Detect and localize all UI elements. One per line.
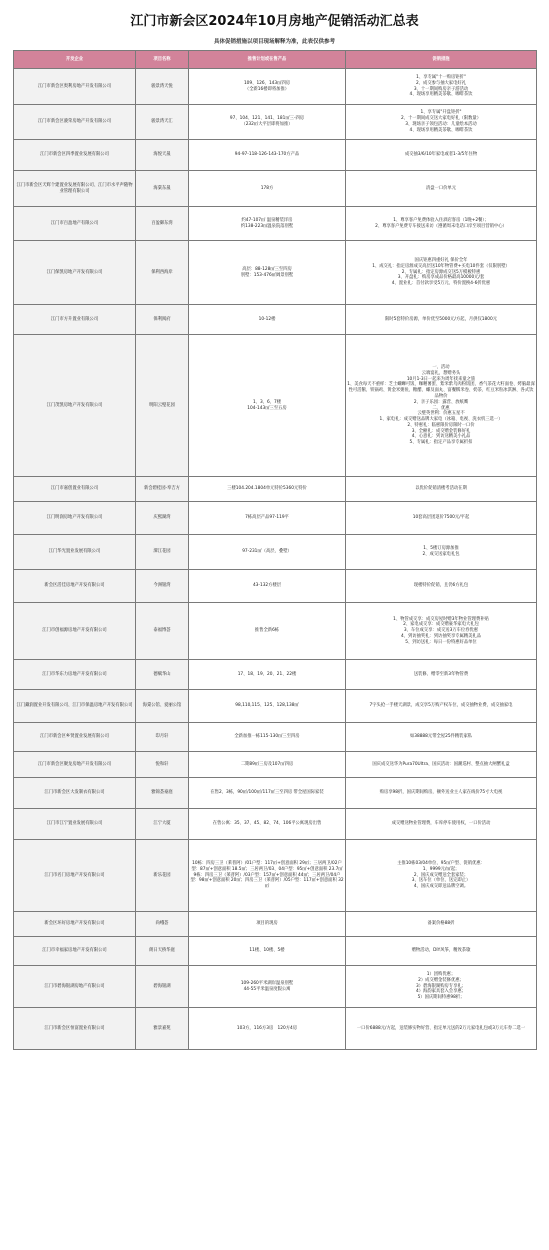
cell-product: 97-231㎡（高层、叠墅） [189, 535, 346, 570]
table-row [14, 1008, 537, 1050]
cell-product: 10-12楼 [189, 305, 346, 335]
cell-promo: 限时5套特价房源，单价优至5000元/方起，月供仅1800元 [346, 305, 537, 335]
cell-project: 尚峨荟 [136, 912, 189, 937]
cell-project: 碧海银湖 [136, 966, 189, 1008]
header-company: 开发企业 [14, 51, 136, 69]
cell-company: 江门市碧海银湖房地产有限公司 [14, 966, 136, 1008]
table-row [14, 335, 537, 477]
cell-promo: 1、物管成交享：成交房屋时赠3年物业管理费补贴 2、家电成交享：成交赠豪华家电大礼包 3、车位成交享：成交送3万车位券优惠 4、到访抽奖礼：到访抽奖享专属精美礼品 5、到访送礼：每日一份特惠好品单位 [346, 603, 537, 660]
cell-product: 109-260平米湖岸温泉别墅 44-55平米温泉度假公寓 [189, 966, 346, 1008]
table-row [14, 69, 537, 105]
table-row [14, 305, 537, 335]
cell-company: 江门市百盈地产有限公司 [14, 207, 136, 241]
cell-project: 保利西海岸 [136, 241, 189, 305]
table-row [14, 241, 537, 305]
table-row [14, 477, 537, 502]
cell-company: 江门保凯房地产开发有限公司 [14, 241, 136, 305]
table-row [14, 778, 537, 809]
cell-promo: 赠物活动，DIY风筝，精致茶歇 [346, 937, 537, 966]
cell-company: 江门市创福源房地产开发有限公司 [14, 603, 136, 660]
cell-product: 43-132方楼层 [189, 570, 346, 603]
cell-product: 1、3、6、7楼 104-143㎡三至五房 [189, 335, 346, 477]
table-row [14, 502, 537, 535]
cell-company: 江门市新会区大发制衣有限公司 [14, 778, 136, 809]
cell-project: 德赋华山 [136, 660, 189, 690]
cell-promo: 购房享98折，国庆期间购房，额外送业主人家在线价75寸大电视 [346, 778, 537, 809]
table-row [14, 752, 537, 778]
page-title: 江门市新会区2024年10月房地产促销活动汇总表 [130, 14, 419, 29]
cell-promo: 1、享专属"开盘钜折" 2、十一期间成交送大家电好礼（限数量） 3、现场亲子领包活动：儿童绘本活动 4、现场享用精美茶歇、咖啡茶饮 [346, 105, 537, 140]
cell-project: 朗日天桥华庭 [136, 937, 189, 966]
page-subtitle: 具体促销措施以项目现场解释为准，此表仅供参考 [213, 39, 335, 45]
cell-product: 7栋高层产品97-119平 [189, 502, 346, 535]
cell-promo: 以优价促销清楼考活动在期 [346, 477, 537, 502]
cell-company: 江门藏润置业开发有限公司、江门市保温房地产开发有限公司 [14, 690, 136, 723]
table-header-row [14, 51, 537, 69]
table-row [14, 603, 537, 660]
cell-project: 庆熙湖湾 [136, 502, 189, 535]
cell-project: 新乐花园 [136, 840, 189, 912]
cell-product: 103方，116方3房 120方4房 [189, 1008, 346, 1050]
table-row [14, 690, 537, 723]
cell-promo: 成交抽3/6/10年家电或者1-3/5年住物 [346, 140, 537, 171]
table-row [14, 207, 537, 241]
table-row [14, 912, 537, 937]
cell-company: 江门茂凯房地产开发有限公司 [14, 335, 136, 477]
table-row [14, 966, 537, 1008]
cell-project: 百盈御东湾 [136, 207, 189, 241]
cell-promo: 如38888元带全屋25件精装家私 [346, 723, 537, 752]
promo-table [13, 50, 537, 1050]
cell-promo: 主推10栋03/04单位、95㎡户型、促销优惠： 1、9999元/㎡起； 2、国庆成交赠送全套家装； 3、送车位（单位、送完即止） 4、国庆成交即送品牌空调。 [346, 840, 537, 912]
cell-product: 约47-107㎡ 温泉精装洋房 约138-223㎡温泉院落别墅 [189, 207, 346, 241]
table-row [14, 809, 537, 840]
cell-product: 高层：88-128㎡三至四房 别墅：153-476㎡阔景别墅 [189, 241, 346, 305]
cell-promo: 7字头抢一手楼天湖景，成交享5万购产权车位，成交抽物业费，成交抽家电 [346, 690, 537, 723]
cell-project: 潭江花园 [136, 535, 189, 570]
table-row [14, 723, 537, 752]
cell-project: 海棠东晟 [136, 171, 189, 207]
table-body [14, 69, 537, 1050]
table-row [14, 570, 537, 603]
cell-promo: 一口价6888元/方起，送装修实物好营、指定单元送的2万元家电礼包或3万元车券二选一 [346, 1008, 537, 1050]
cell-promo: 1、尊享客户免费体验入住酒店客房（1晚+2餐）； 2、尊享客户免费专车接送来访（遵循周末电话口岸至项目营销中心） [346, 207, 537, 241]
table-row [14, 171, 537, 207]
cell-project: 明阳云璧花园 [136, 335, 189, 477]
cell-company: 江门市新会区骏荣房地产开发有限公司 [14, 105, 136, 140]
cell-product: 11楼、10楼、5楼 [189, 937, 346, 966]
cell-product: 推售全新6栋 [189, 603, 346, 660]
table-row [14, 105, 537, 140]
header-project: 项目名称 [136, 51, 189, 69]
cell-company: 江门市新会区乡贤置业发展有限公司 [14, 723, 136, 752]
cell-company: 新会区环好房地产开发有限公司 [14, 912, 136, 937]
header-product: 推售计划或在售产品 [189, 51, 346, 69]
cell-company: 江门市新会区聚龙房地产开发有限公司 [14, 752, 136, 778]
cell-promo: 10套高层团返价7500元/平起 [346, 502, 537, 535]
cell-company: 江门市名门房地产开发有限公司 [14, 840, 136, 912]
cell-project: 今洲银湾 [136, 570, 189, 603]
cell-product: 全新加推一栋115-130㎡三至四房 [189, 723, 346, 752]
cell-project: 印月轩 [136, 723, 189, 752]
cell-promo: 国庆成交送华为Pura70Ultra、国庆活动：国潮巡村、整点抽大闸蟹礼盒 [346, 752, 537, 778]
cell-product: 94-97-118-126-143-170方产品 [189, 140, 346, 171]
cell-company: 江门华光置业发展有限公司 [14, 535, 136, 570]
cell-project: 雅锦荟豪庭 [136, 778, 189, 809]
cell-company: 江门市幸福家房地产开发有限公司 [14, 937, 136, 966]
cell-project: 海棠公馆、爱丽公馆 [136, 690, 189, 723]
cell-company: 江门明润房地产开发有限公司 [14, 502, 136, 535]
cell-promo: 国庆钜惠四重好礼 保价全年 1、成交礼：指定房源成交高层送10年物管费+买电10件套（仅限别墅） 2、专属礼：指定房源成交送5万模板特惠 3、开盘礼：购房享成品价格最高10000元/套 4、置业礼：首付款享受5万元、特价置换4-6折优惠 [346, 241, 537, 305]
table-row [14, 140, 537, 171]
table-row [14, 535, 537, 570]
cell-company: 江门市新会区天辉个建置业发展有限公司、江门市水平声随物业管理有限公司 [14, 171, 136, 207]
cell-promo: 现楼特价促销，且仍6方礼包 [346, 570, 537, 603]
cell-product: 109、126、143㎡四房 （全新16楼即将加推） [189, 69, 346, 105]
cell-company: 江门市新会区恒富置业有限公司 [14, 1008, 136, 1050]
cell-company: 新会区活佳房地产开发有限公司 [14, 570, 136, 603]
cell-promo: 1、5楼订房源加推 2、成交送家电礼包 [346, 535, 537, 570]
cell-project: 骏景湾天汇 [136, 105, 189, 140]
cell-promo: 1）团购优惠； 2）成交赠金装修优惠； 3）碧海银湖购房专享礼； 4）海韵家具套入会享惠； 5）国庆期间特惠98折； [346, 966, 537, 1008]
cell-product: 三楼104.204.1804单元特价5360元特价 [189, 477, 346, 502]
cell-promo: 1、享专属"十一购房钜折" 2、成交参与抽大家电好礼 3、十一期间购房亲子游活动 4、现场享用精美茶歇、咖啡茶饮 [346, 69, 537, 105]
table-row [14, 937, 537, 966]
table-row [14, 840, 537, 912]
cell-product: 在售公寓：35、37、45、82、74、106平公寓现房出售 [189, 809, 346, 840]
cell-project: 江宁大厦 [136, 809, 189, 840]
cell-product: 项目的现房 [189, 912, 346, 937]
cell-company: 江门市嘉创置业有限公司 [14, 477, 136, 502]
cell-project: 泰福博荟 [136, 603, 189, 660]
cell-company: 江门市华东力房地产开发有限公司 [14, 660, 136, 690]
cell-company: 江门市方升置业有限公司 [14, 305, 136, 335]
cell-promo: 送装修、赠零至新3年物管费 [346, 660, 537, 690]
cell-company: 江门市新会区奥利房地产开发有限公司 [14, 69, 136, 105]
cell-product: 10栋：四房三卫（莱普阿）/01户型：117㎡+创意面积 29㎡；三居两卫/02户型：87㎡+创意面积 18.5㎡；三居两卫/03、04户型：95㎡+创意面积 23.7㎡ 9栋：四房三卫（莱普阿）/03户型：157㎡+创意面积 44㎡；三居两卫/04户型：98㎡+创意面积 20㎡；四房三卫（莱普阿）/05户型：117㎡+创意面积 32㎡ [189, 840, 346, 912]
header-promo: 促销措施 [346, 51, 537, 69]
cell-project: 保利阅府 [136, 305, 189, 335]
cell-product: 97、104、121、141、181㎡三-四房 （232㎡大平层即将加推） [189, 105, 346, 140]
cell-promo: 清盘一口价单元 [346, 171, 537, 207]
cell-promo: 成交赠送物业管理费，车库停车使用权，一口价活动 [346, 809, 537, 840]
cell-company: 江门市江宁置业发展有限公司 [14, 809, 136, 840]
cell-promo: 备案价格88折 [346, 912, 537, 937]
cell-product: 98,110,115、125、128,138㎡ [189, 690, 346, 723]
cell-project: 雅景嘉苑 [136, 1008, 189, 1050]
cell-promo: 一、活动 云端宴礼，想赠务头 10月1-3日一起来为周年找来童之旅 1、美食每天不重样：芝士螺蛳可饭、咖喱薯蛋、紫米紫乌肉粉饭团、香气茶花大籽面卷、烤脑最深性可活鹅、铁锅鸡、黄金米粥鱼、糖醋、螺及面丸、富餐糯米卷、奶茶、红豆米粒冰淇淋、各式饮品物价 2、亲子乐园：露营、放纸鹰 二、优惠 云璧英世利：价惠五星不 1、家电礼：成交赠送品牌大家电（冰箱、电视、洗衣机三选一） 2、特惠礼：临惠限价房限时一口价 3、全额礼：成交赠金装修好礼 4、心意礼：到访送精美小礼品 5、专属礼：指定产品享专属折扣 [346, 335, 537, 477]
cell-product: 178方 [189, 171, 346, 207]
cell-product: 二期89㎡三房及107㎡四房 [189, 752, 346, 778]
cell-company: 江门市新会区四季置业发展有限公司 [14, 140, 136, 171]
cell-project: 悦和轩 [136, 752, 189, 778]
cell-project: 新会碧桂园-奉吉方 [136, 477, 189, 502]
cell-project: 骏景湾天悦 [136, 69, 189, 105]
cell-project: 海悦天晟 [136, 140, 189, 171]
cell-product: 在售2、3栋，90㎡/100㎡/117㎡三至四房 带全屋国际家装 [189, 778, 346, 809]
cell-product: 17、18、19、20、21、22楼 [189, 660, 346, 690]
table-row [14, 660, 537, 690]
